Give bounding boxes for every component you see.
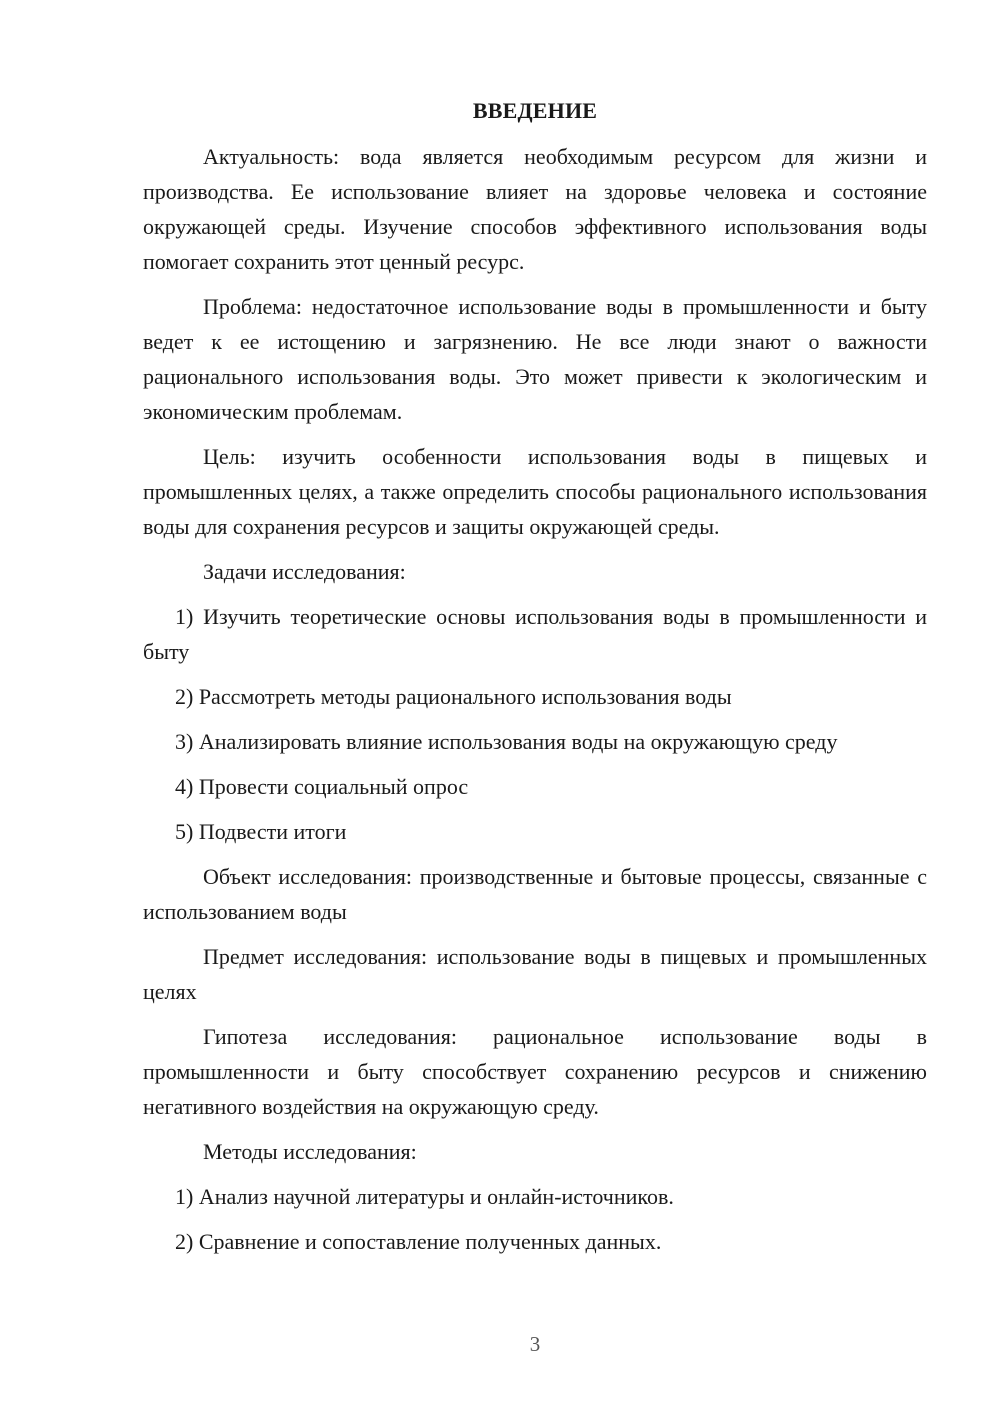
method-item-2: 2) Сравнение и сопоставление полученных данных. xyxy=(175,1229,662,1254)
task-item-2: 2) Рассмотреть методы рационального использования воды xyxy=(175,684,732,709)
subject-paragraph: Предмет исследования: использование воды в пищевых и промышленных целях xyxy=(143,944,927,1004)
task-item-1: 1) Изучить теоретические основы использования воды в промышленности и быту xyxy=(143,604,927,664)
page-content xyxy=(143,95,927,1269)
methods-heading: Методы исследования: xyxy=(203,1139,417,1164)
section-title: ВВЕДЕНИЕ xyxy=(472,98,598,123)
hypothesis-paragraph: Гипотеза исследования: рациональное использование воды в промышленности и быту способствует сохранению ресурсов и снижению негативного воздействия на окружающую среду. xyxy=(143,1024,927,1119)
task-item-4: 4) Провести социальный опрос xyxy=(175,774,469,799)
task-item-3: 3) Анализировать влияние использования воды на окружающую среду xyxy=(175,729,838,754)
task-item-5: 5) Подвести итоги xyxy=(175,819,347,844)
tasks-heading: Задачи исследования: xyxy=(203,559,406,584)
goal-paragraph: Цель: изучить особенности использования воды в пищевых и промышленных целях, а также определить способы рационального использования воды для сохранения ресурсов и защиты окружающей среды. xyxy=(143,444,927,539)
object-paragraph: Объект исследования: производственные и бытовые процессы, связанные с использованием воды xyxy=(143,864,927,924)
page-number: 3 xyxy=(529,1332,541,1356)
relevance-paragraph: Актуальность: вода является необходимым ресурсом для жизни и производства. Ее использование влияет на здоровье человека и состояние окружающей среды. Изучение способов эффективного использования воды помогает сохранить этот ценный ресурс. xyxy=(143,144,927,274)
method-item-1: 1) Анализ научной литературы и онлайн-источников. xyxy=(175,1184,674,1209)
problem-paragraph: Проблема: недостаточное использование воды в промышленности и быту ведет к ее истощению и загрязнению. Не все люди знают о важности рационального использования воды. Это может привести к экологическим и экономическим проблемам. xyxy=(143,294,927,424)
